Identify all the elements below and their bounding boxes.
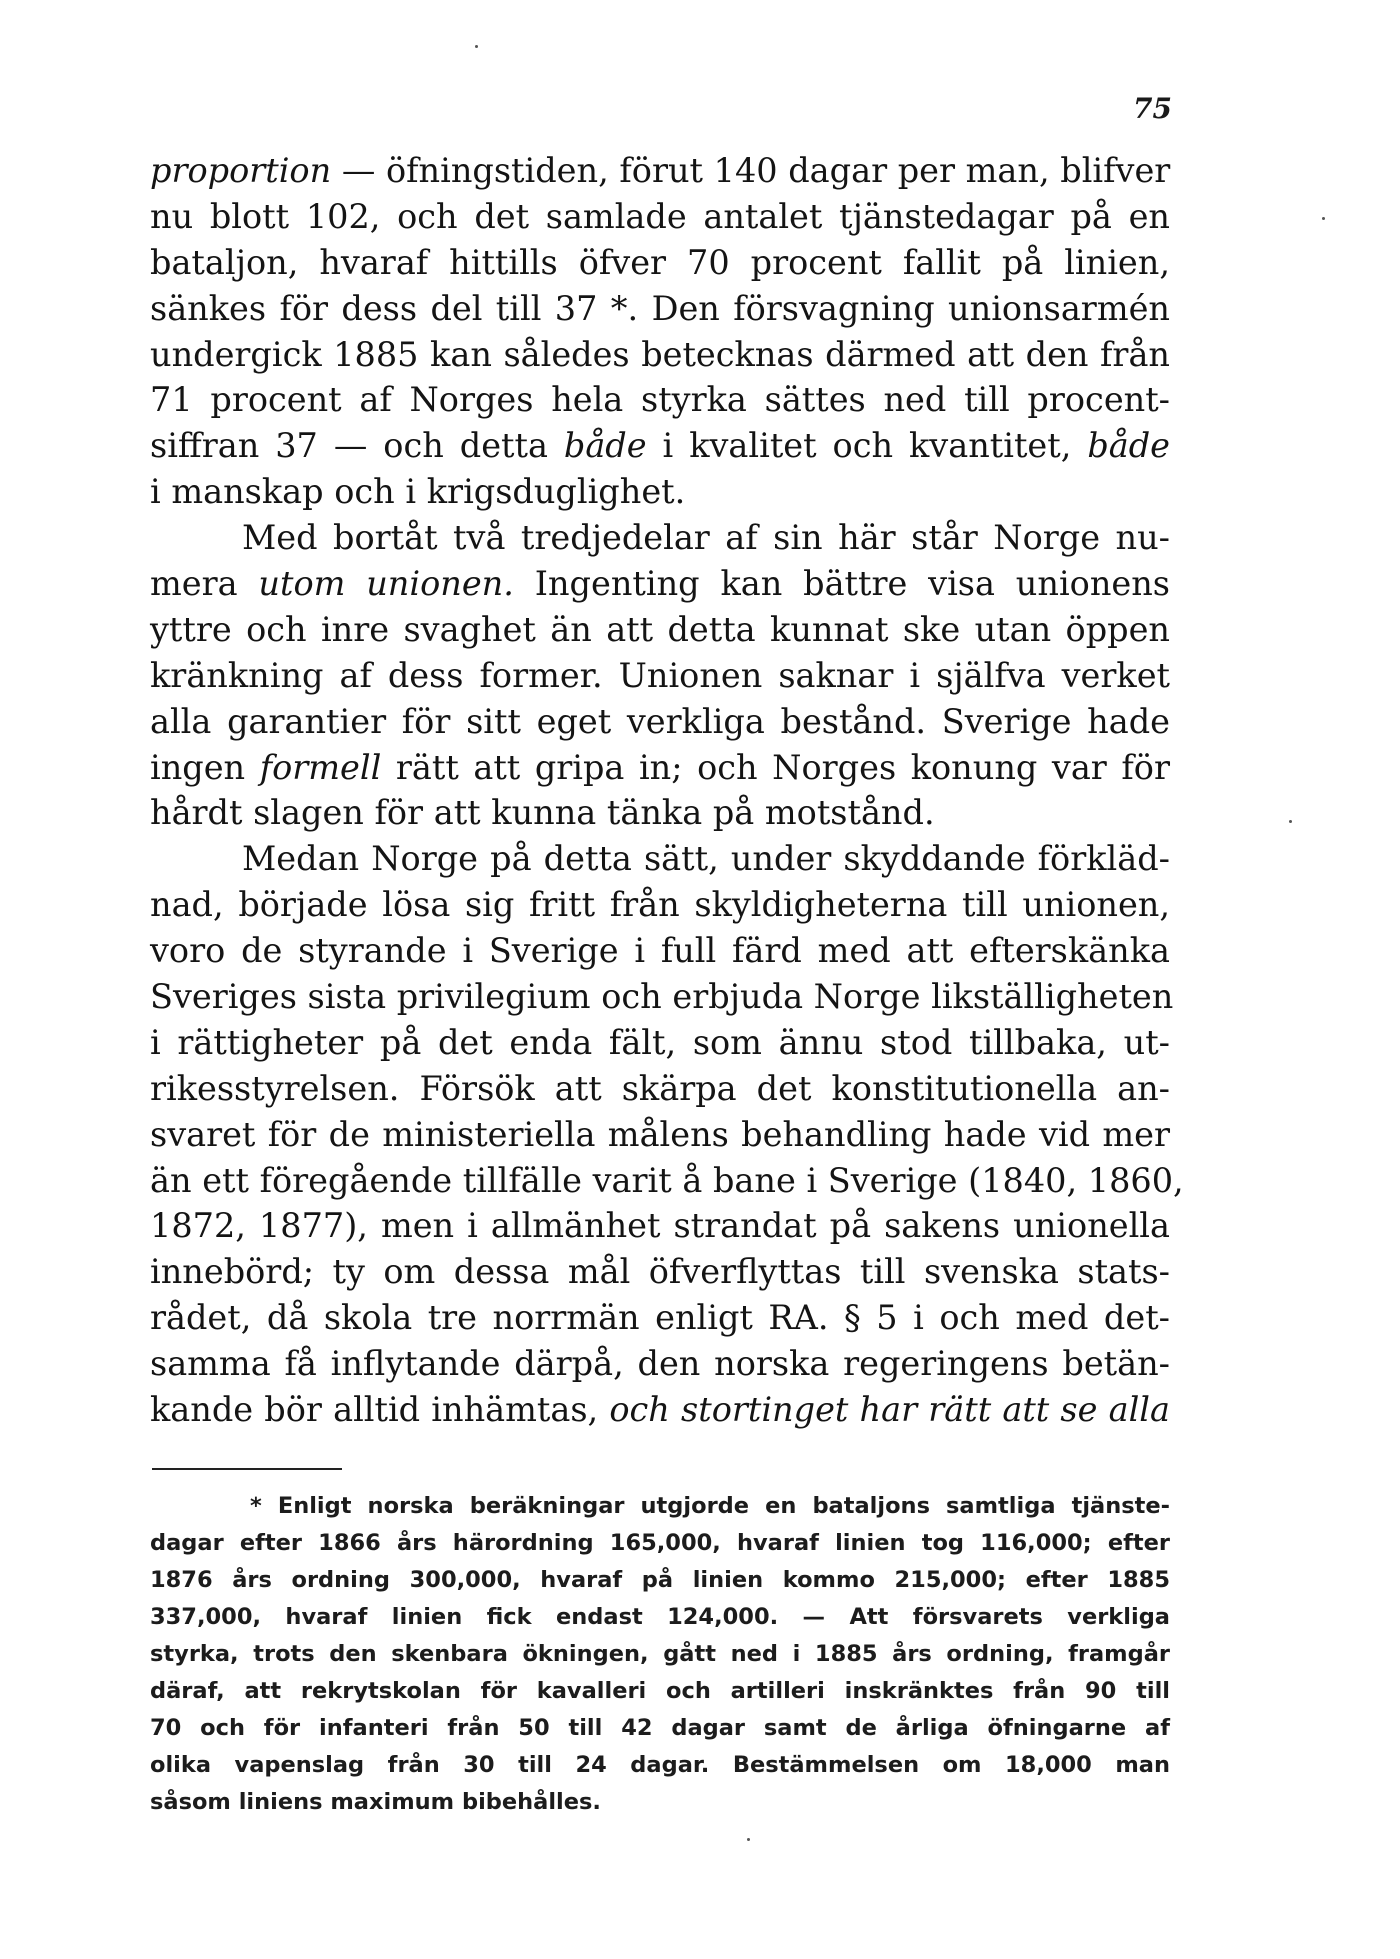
footnote-line: 70 och för infanteri från 50 till 42 dagar samt de årliga öfningarne af bbox=[150, 1715, 1170, 1741]
footnote-line: 1876 års ordning 300,000, hvaraf på linien kommo 215,000; efter 1885 bbox=[150, 1567, 1170, 1593]
text-line: 1872, 1877), men i allmänhet strandat på sakens unionella bbox=[150, 1206, 1170, 1246]
text-line: hårdt slagen för att kunna tänka på motstånd. bbox=[150, 793, 935, 833]
text-line: siffran 37 — och detta både i kvalitet och kvantitet, både bbox=[150, 426, 1170, 466]
text-line: mera utom unionen. Ingenting kan bättre visa unionens bbox=[150, 564, 1170, 604]
footnote-line: däraf, att rekrytskolan för kavalleri och artilleri inskränktes från 90 till bbox=[150, 1678, 1170, 1704]
text-line: samma få inflytande därpå, den norska regeringens betän- bbox=[150, 1344, 1170, 1384]
text-line: ingen formell rätt att gripa in; och Norges konung var för bbox=[150, 747, 1170, 787]
text-line: sänkes för dess del till 37 *. Den försvagning unionsarmén bbox=[150, 288, 1170, 328]
text-line: än ett föregående tillfälle varit å bane i Sverige (1840, 1860, bbox=[150, 1160, 1184, 1200]
text-line: Medan Norge på detta sätt, under skyddande förkläd- bbox=[242, 839, 1170, 879]
text-line: Med bortåt två tredjedelar af sin här står Norge nu- bbox=[242, 518, 1170, 558]
page-number: 75 bbox=[1133, 92, 1172, 125]
text-line: svaret för de ministeriella målens behandling hade vid mer bbox=[150, 1114, 1170, 1154]
footnote-line: 337,000, hvaraf linien fick endast 124,000. — Att försvarets verkliga bbox=[150, 1604, 1170, 1630]
footnote-divider bbox=[152, 1468, 342, 1470]
text-line: nu blott 102, och det samlade antalet tjänstedagar på en bbox=[150, 196, 1170, 236]
main-text bbox=[150, 148, 1184, 1433]
text-line: kande bör alltid inhämtas, och stortinget har rätt att se alla bbox=[150, 1390, 1170, 1430]
scan-speck bbox=[475, 45, 478, 48]
footnote bbox=[150, 1488, 1170, 1821]
text-line: i manskap och i krigsduglighet. bbox=[150, 472, 686, 512]
footnote-line: såsom liniens maximum bibehålles. bbox=[150, 1789, 601, 1815]
text-line: alla garantier för sitt eget verkliga bestånd. Sverige hade bbox=[150, 701, 1170, 741]
scan-speck bbox=[747, 1838, 750, 1841]
text-line: nad, började lösa sig fritt från skyldigheterna till unionen, bbox=[150, 885, 1170, 925]
scan-speck bbox=[1322, 217, 1325, 220]
text-line: i rättigheter på det enda fält, som ännu stod tillbaka, ut- bbox=[150, 1022, 1170, 1062]
text-line: Sveriges sista privilegium och erbjuda Norge likställigheten bbox=[150, 977, 1174, 1017]
footnote-line: dagar efter 1866 års härordning 165,000, hvaraf linien tog 116,000; efter bbox=[150, 1530, 1170, 1556]
text-line: kränkning af dess former. Unionen saknar i själfva verket bbox=[150, 655, 1170, 695]
footnote-line: olika vapenslag från 30 till 24 dagar. Bestämmelsen om 18,000 man bbox=[150, 1752, 1170, 1778]
text-line: innebörd; ty om dessa mål öfverflyttas till svenska stats- bbox=[150, 1252, 1170, 1292]
text-line: undergick 1885 kan således betecknas därmed att den från bbox=[150, 334, 1170, 374]
footnote-line: styrka, trots den skenbara ökningen, gått ned i 1885 års ordning, framgår bbox=[150, 1641, 1170, 1667]
text-line: yttre och inre svaghet än att detta kunnat ske utan öppen bbox=[150, 609, 1170, 649]
text-line: voro de styrande i Sverige i full färd med att efterskänka bbox=[150, 931, 1170, 971]
text-line: rådet, då skola tre norrmän enligt RA. § 5 i och med det- bbox=[150, 1298, 1170, 1338]
text-line: bataljon, hvaraf hittills öfver 70 procent fallit på linien, bbox=[150, 242, 1170, 282]
footnote-line: * Enligt norska beräkningar utgjorde en bataljons samtliga tjänste- bbox=[250, 1493, 1170, 1519]
text-line: 71 procent af Norges hela styrka sättes ned till procent- bbox=[150, 380, 1170, 420]
scan-speck bbox=[1289, 820, 1292, 823]
text-line: proportion — öfningstiden, förut 140 dagar per man, blifver bbox=[150, 151, 1171, 190]
text-line: rikesstyrelsen. Försök att skärpa det konstitutionella an- bbox=[150, 1068, 1170, 1108]
